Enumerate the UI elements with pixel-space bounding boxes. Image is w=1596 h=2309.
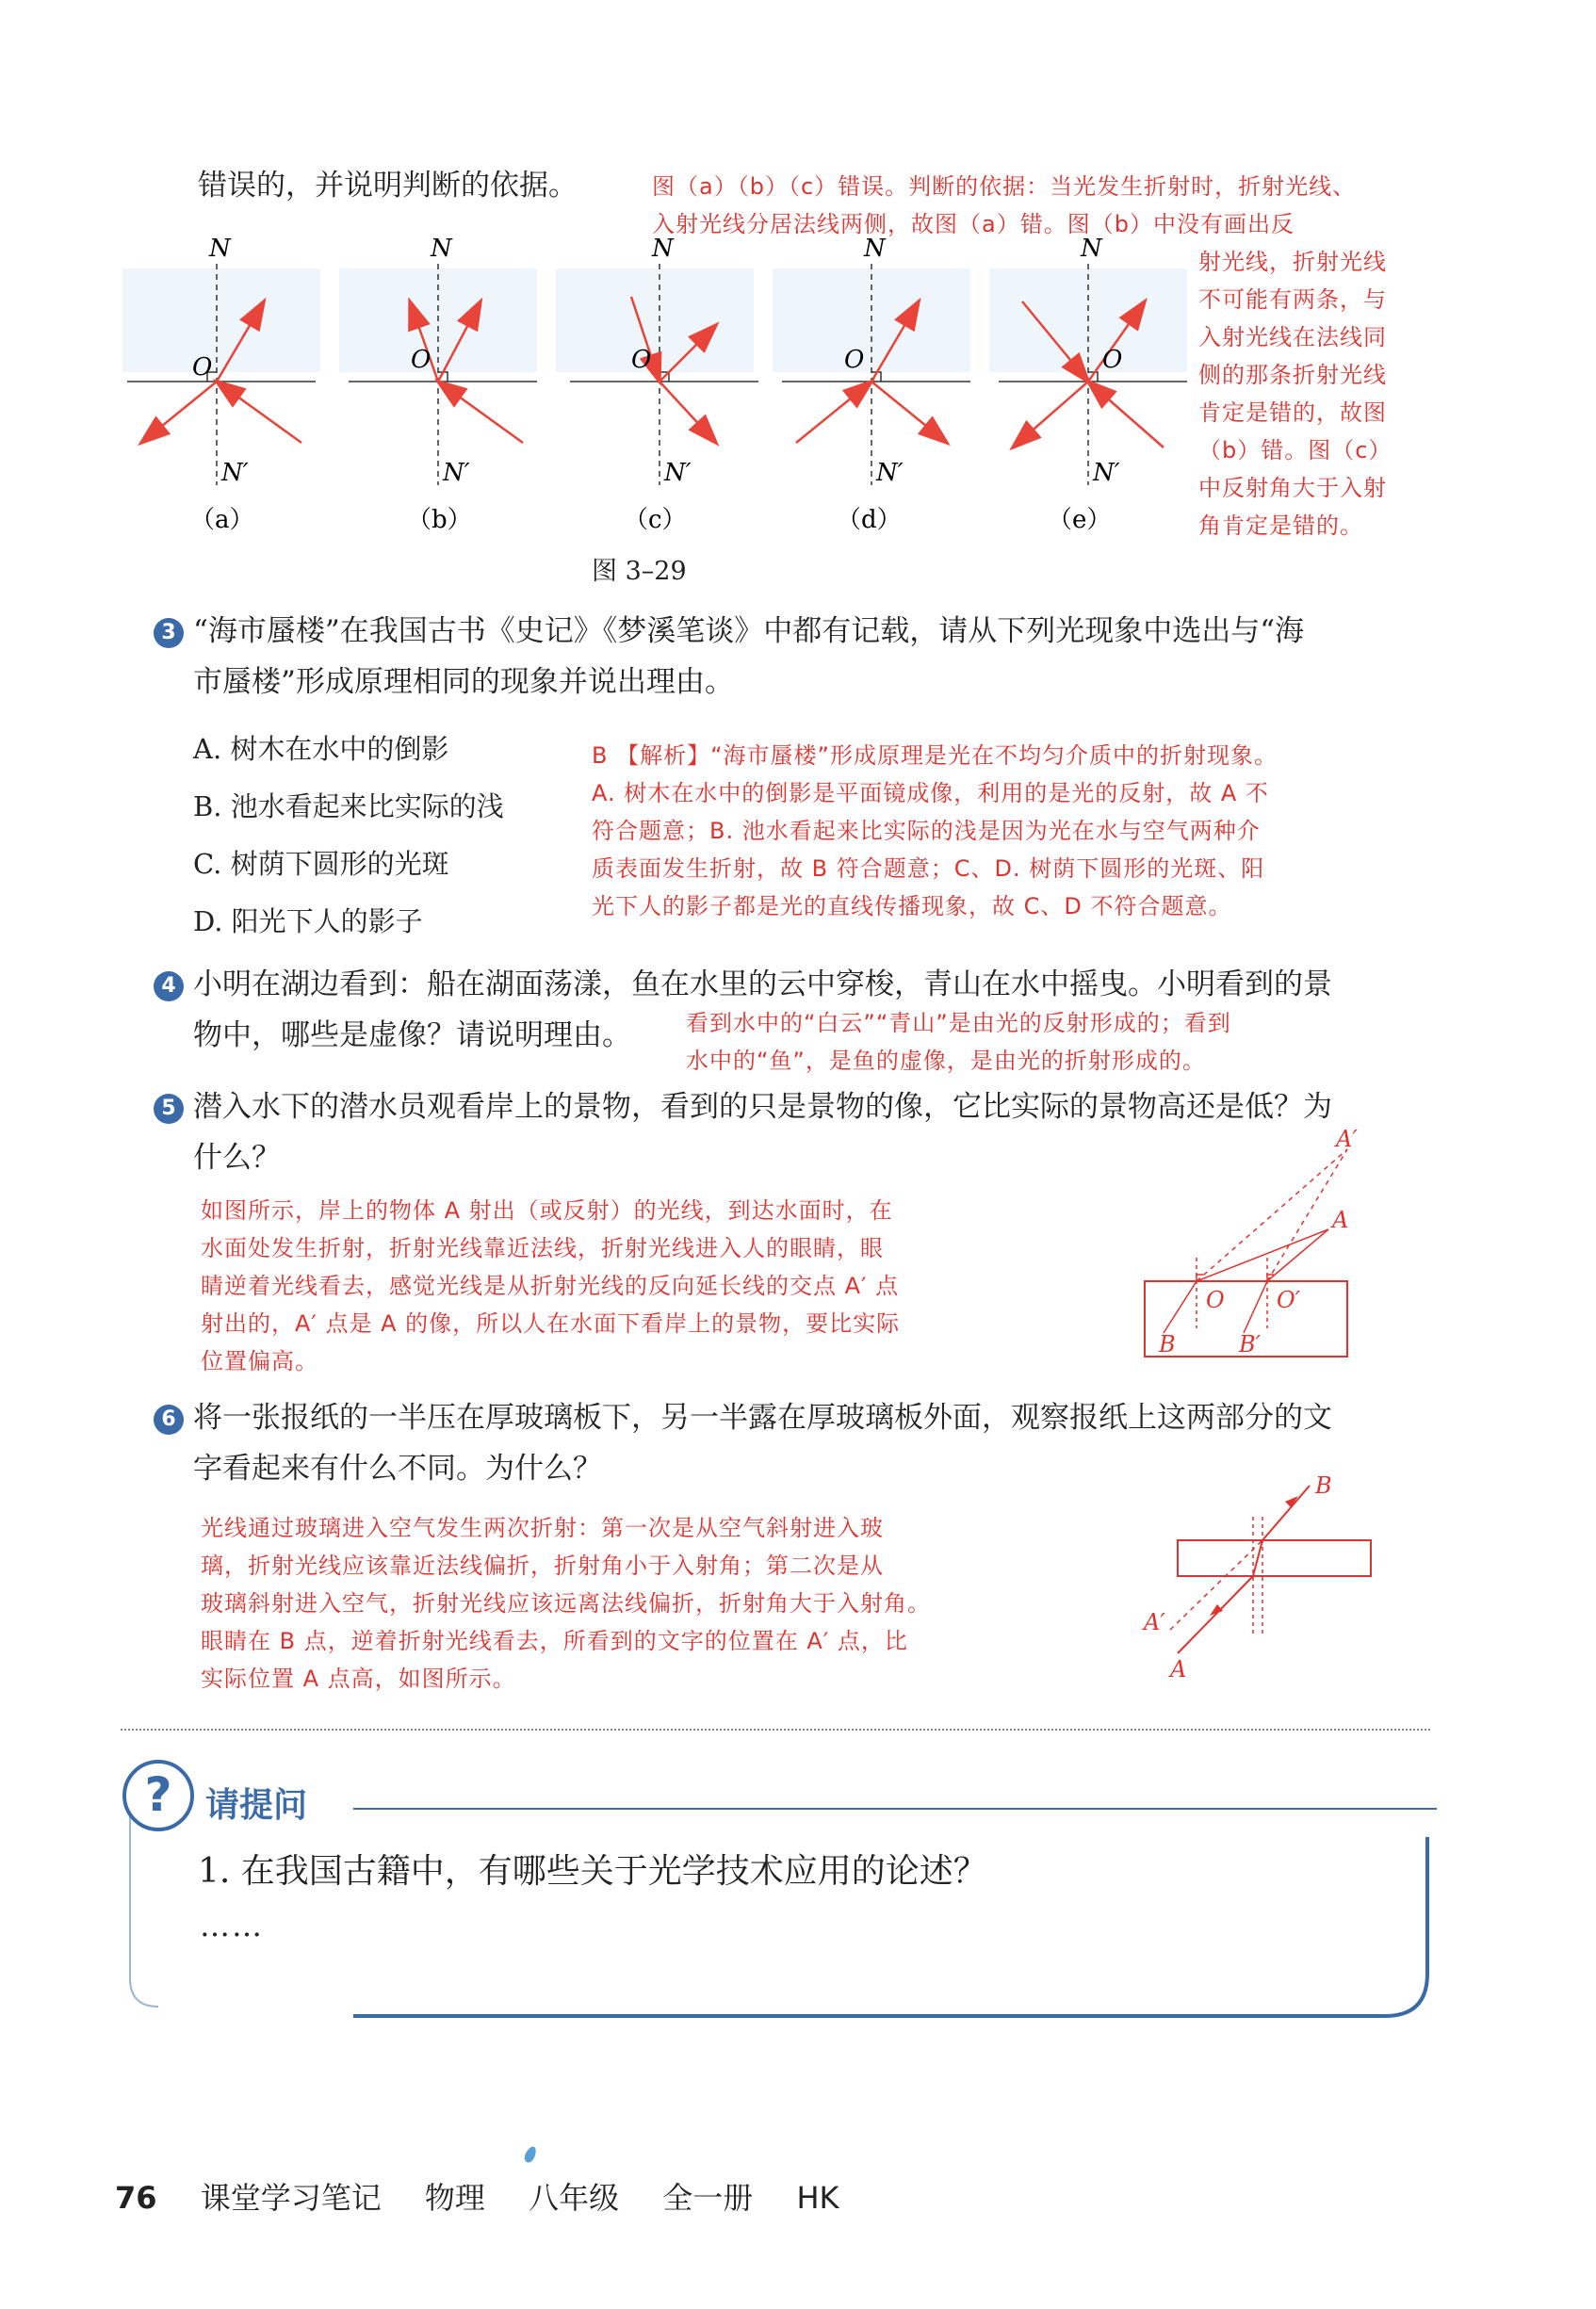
q5-label-a-image: A′ [1336, 1126, 1358, 1152]
book-title: 课堂学习笔记 [200, 2180, 382, 2216]
label-a: （a） [190, 506, 254, 534]
q5-label-b2: B′ [1239, 1331, 1262, 1358]
normal-top-d: N [864, 235, 886, 263]
q4-number: 4 [154, 971, 184, 1001]
q3-number: 3 [154, 618, 184, 648]
label-b: （b） [407, 506, 472, 534]
q2-tail: 错误的，并说明判断的依据。 [198, 169, 578, 203]
label-c: （c） [624, 506, 687, 534]
decorative-drop-icon [523, 2145, 539, 2165]
q6-label-b: B [1315, 1472, 1332, 1499]
normal-top-e: N [1081, 235, 1102, 263]
subject: 物理 [424, 2180, 485, 2216]
q3-answer: B 【解析】“海市蜃楼”形成原理是光在不均匀介质中的折射现象。 A. 树木在水中的倒影是平面镜成像，利用的是光的反射，故 A 不 符合题意；B. 池水看起来比实际的浅是因为光在水与空气两种介 质表面发生折射，故 B 符合题意；C、D. 树荫下圆形的光斑、阳 光下人的影子都是光的直线传播现象，故 C、D 不符合题意。 [592, 742, 1278, 919]
point-a: O [192, 353, 213, 382]
normal-top-c: N [652, 235, 674, 263]
ask-box-frame [113, 1752, 1441, 2035]
q5-number: 5 [154, 1094, 184, 1124]
q4-answer: 看到水中的“白云”“青山”是由光的反射形成的；看到 水中的“鱼”，是鱼的虚像，是由光的折射形成的。 [686, 1010, 1231, 1074]
q5-answer: 如图所示，岸上的物体 A 射出（或反射）的光线，到达水面时，在 水面处发生折射，折射光线靠近法线，折射光线进入人的眼睛，眼 睛逆着光线看去，感觉光线是从折射光线的反向延长线的交点 A′ 点 射出的，A′ 点是 A 的像，所以人在水面下看岸上的景物，要比实际 位置偏高。 [201, 1197, 901, 1374]
label-e: （e） [1048, 506, 1112, 534]
point-b: O [411, 346, 432, 374]
q3-options [193, 721, 504, 951]
q6-figure [1131, 1465, 1376, 1691]
grade: 八年级 [529, 2180, 620, 2216]
q2-answer-line1: 图（a）（b）（c）错误。判断的依据：当光发生折射时，折射光线、 [652, 173, 1357, 200]
q5-text: 5 潜入水下的潜水员观看岸上的景物，看到的只是景物的像，它比实际的景物高还是低？为 什么？ [154, 1081, 1454, 1183]
label-d: （d） [837, 506, 902, 534]
q3-option-c: C. 树荫下圆形的光斑 [193, 848, 449, 880]
q3-option-b: B. 池水看起来比实际的浅 [193, 790, 504, 822]
normal-bottom-e: N′ [1093, 459, 1120, 487]
normal-top-b: N [431, 235, 452, 263]
q6-number: 6 [154, 1405, 184, 1435]
normal-top-a: N [209, 235, 231, 263]
q5-label-a: A [1332, 1207, 1349, 1233]
figure-caption: 图 3–29 [592, 557, 687, 586]
q3-option-a: A. 树木在水中的倒影 [193, 733, 449, 765]
ask-item-1: 1. 在我国古籍中，有哪些关于光学技术应用的论述？ [198, 1852, 987, 1891]
q2-answer-side: 射光线，折射光线 不可能有两条，与 入射光线在法线同 侧的那条折射光线 肯定是错的，故图 （b）错。图（c） 中反射角大于入射 角肯定是错的。 [1198, 249, 1392, 539]
page-footer [115, 2174, 873, 2218]
ask-ellipsis: …… [200, 1908, 264, 1943]
q3-text: 3 “海市蜃楼”在我国古书《史记》《梦溪笔谈》中都有记载，请从下列光现象中选出与“海 市蜃楼”形成原理相同的现象并说出理由。 [154, 606, 1435, 707]
q4-text: 4 小明在湖边看到：船在湖面荡漾，鱼在水里的云中穿梭，青山在水中摇曳。小明看到的景 物中，哪些是虚像？请说明理由。 [154, 959, 1454, 1061]
normal-bottom-b: N′ [443, 459, 470, 487]
q6-answer: 光线通过玻璃进入空气发生两次折射：第一次是从空气斜射进入玻 璃，折射光线应该靠近法线偏折，折射角小于入射角；第二次是从 玻璃斜射进入空气，折射光线应该远离法线偏折，折射角大于入射角。 眼睛在 B 点，逆着折射光线看去，所看到的文字的位置在 A′ 点，比 实际位置 A 点高，如图所示。 [201, 1515, 931, 1692]
ask-title: 请提问 [205, 1786, 308, 1825]
q5-figure [1131, 1126, 1376, 1371]
normal-bottom-c: N′ [664, 459, 692, 487]
normal-bottom-a: N′ [221, 459, 249, 487]
volume: 全一册 [662, 2180, 754, 2216]
edition: HK [796, 2180, 839, 2216]
normal-bottom-d: N′ [876, 459, 904, 487]
q3-option-d: D. 阳光下人的影子 [193, 905, 423, 937]
q6-label-a-image: A′ [1144, 1609, 1165, 1635]
page-number: 76 [115, 2180, 157, 2216]
figure-3-29 [122, 226, 1197, 565]
point-c: O [631, 346, 652, 374]
q6-text: 6 将一张报纸的一半压在厚玻璃板下，另一半露在厚玻璃板外面，观察报纸上这两部分的文 字看起来有什么不同。为什么？ [154, 1392, 1454, 1494]
point-e: O [1102, 346, 1123, 374]
point-d: O [844, 346, 865, 374]
q5-label-o2: O′ [1277, 1287, 1301, 1313]
q5-label-o: O [1206, 1287, 1225, 1313]
section-divider [121, 1729, 1430, 1731]
q5-label-b: B [1159, 1331, 1176, 1358]
q6-label-a: A [1170, 1656, 1187, 1683]
question-icon: ? [122, 1760, 194, 1831]
q2-answer-line2: 入射光线分居法线两侧，故图（a）错。图（b）中没有画出反 [652, 211, 1295, 237]
